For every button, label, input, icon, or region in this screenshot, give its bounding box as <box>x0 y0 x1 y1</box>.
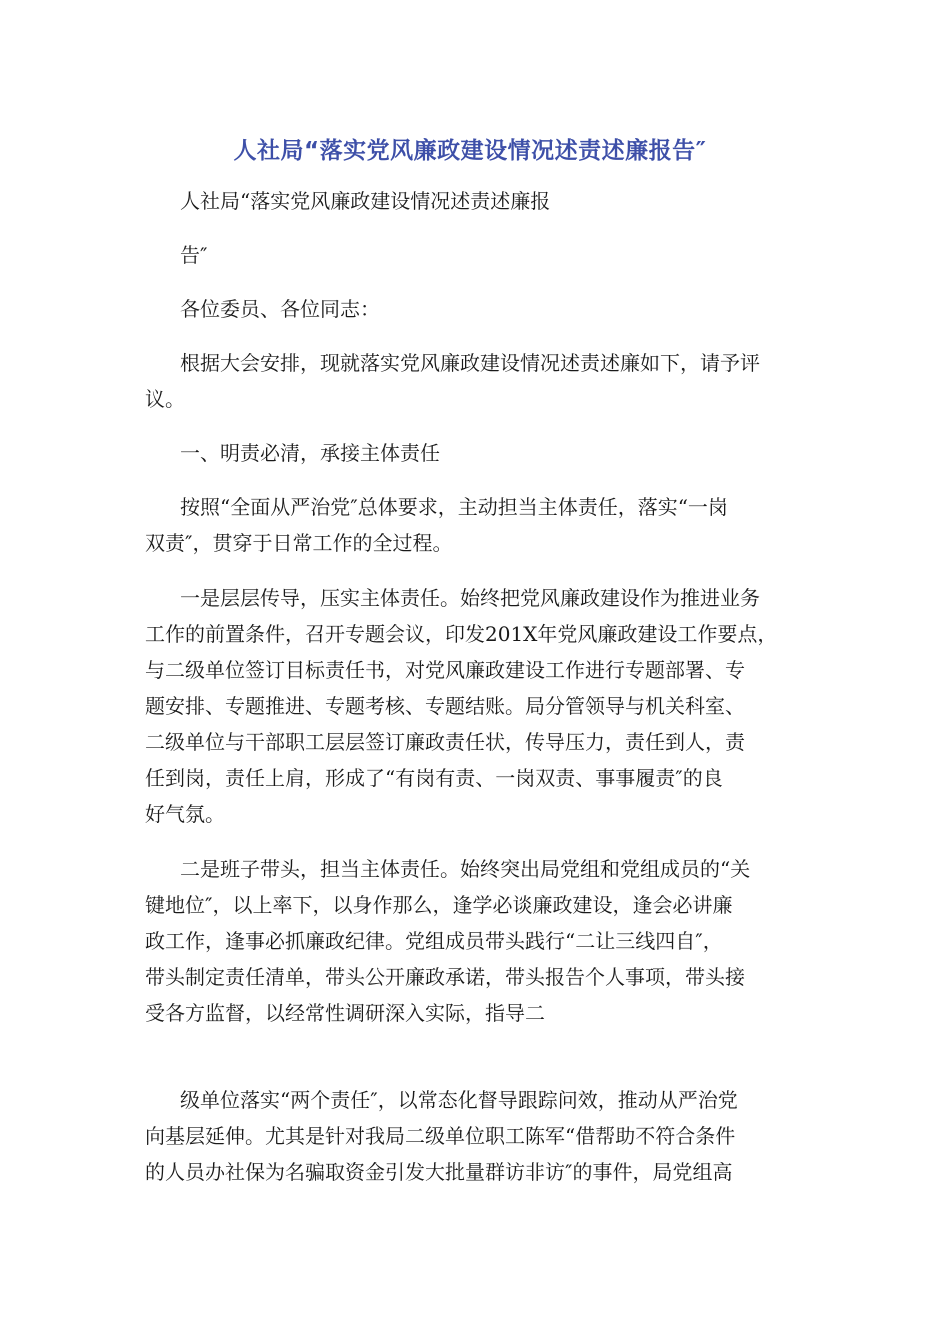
text-line: 带头制定责任清单，带头公开廉政承诺，带头报告个人事项，带头接 <box>145 965 745 989</box>
text-line: 向基层延伸。尤其是针对我局二级单位职工陈军“借帮助不符合条件 <box>145 1124 736 1148</box>
text-line: 政工作，逢事必抓廉政纪律。党组成员带头践行“二让三线四自″， <box>145 929 723 953</box>
document-title: 人社局“落实党风廉政建设情况述责述廉报告″ <box>233 138 707 164</box>
text-line: 与二级单位签订目标责任书，对党风廉政建设工作进行专题部署、专 <box>145 658 745 682</box>
text-line: 的人员办社保为名骗取资金引发大批量群访非访″的事件，局党组高 <box>145 1160 733 1184</box>
text-line: 双责″，贯穿于日常工作的全过程。 <box>145 531 453 555</box>
text-line: 人社局“落实党风廉政建设情况述责述廉报 <box>180 189 551 213</box>
text-line: 工作的前置条件，召开专题会议，印发201X年党风廉政建设工作要点， <box>145 622 778 646</box>
text-line: 根据大会安排，现就落实党风廉政建设情况述责述廉如下，请予评 <box>180 351 760 375</box>
text-line: 议。 <box>145 387 185 411</box>
text-line: 受各方监督，以经常性调研深入实际，指导二 <box>145 1001 545 1025</box>
text-line: 二是班子带头，担当主体责任。始终突出局党组和党组成员的“关 <box>180 857 751 881</box>
text-line: 题安排、专题推进、专题考核、专题结账。局分管领导与机关科室、 <box>145 694 745 718</box>
text-line: 好气氛。 <box>145 802 225 826</box>
text-line: 二级单位与干部职工层层签订廉政责任状，传导压力，责任到人，责 <box>145 730 745 754</box>
section-heading: 一、明责必清，承接主体责任 <box>180 441 440 465</box>
text-line: 键地位″，以上率下，以身作那么，逢学必谈廉政建设，逢会必讲廉 <box>145 893 733 917</box>
text-line: 任到岗，责任上肩，形成了“有岗有责、一岗双责、事事履责″的良 <box>145 766 723 790</box>
text-line: 告″ <box>180 243 208 267</box>
text-line: 一是层层传导，压实主体责任。始终把党风廉政建设作为推进业务 <box>180 586 760 610</box>
text-line: 级单位落实“两个责任″，以常态化督导跟踪问效，推动从严治党 <box>180 1088 738 1112</box>
text-line: 各位委员、各位同志： <box>180 297 380 321</box>
text-line: 按照“全面从严治党″总体要求，主动担当主体责任，落实“一岗 <box>180 495 728 519</box>
